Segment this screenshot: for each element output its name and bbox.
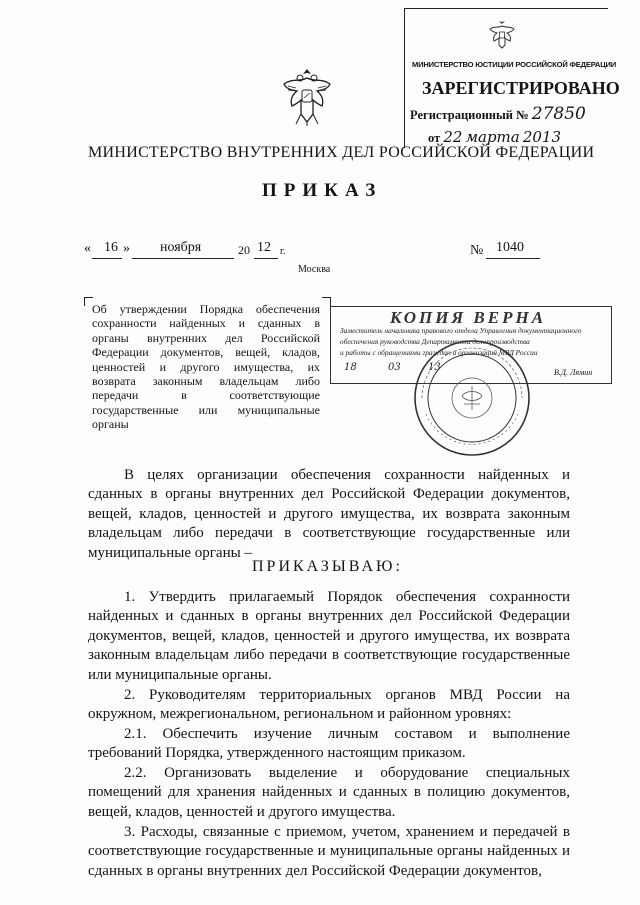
registration-number-line [410, 104, 586, 124]
title-corner-right [322, 297, 331, 306]
order-month: ноября [160, 240, 202, 255]
copy-stamp-heading: КОПИЯ ВЕРНА [390, 308, 547, 327]
copy-stamp-line-1: Заместитель начальника правового отдела Управления документационного [340, 326, 582, 335]
order-year-prefix: 20 [238, 243, 250, 257]
paragraph-2: 2. Руководителям территориальных органов МВД России на окружном, межрегиональном, региональном и районном уровнях: [88, 687, 570, 723]
order-number: 1040 [496, 240, 524, 255]
eagle-emblem-icon [488, 20, 516, 50]
round-seal-icon [412, 338, 532, 458]
order-title-text: Об утверждении Порядка обеспечения сохранности найденных и сданных в органы внутренних дел Российской Федерации документов, вещей, кладов, ценностей и другого имущества, их возврата законным владельцам либо передачи в соответствующие государственные или муниципальные органы [92, 302, 320, 432]
registration-date-year: 2013 [522, 128, 562, 146]
order-year-suffix: 12 [257, 240, 271, 255]
paragraph-2-2: 2.2. Организовать выделение и оборудование специальных помещений для хранения найденных и сданных в полицию документов, вещей, кладов, ценностей и другого имущества. [88, 765, 570, 820]
registration-number: 27850 [531, 104, 586, 124]
ministry-title: МИНИСТЕРСТВО ВНУТРЕННИХ ДЕЛ РОССИЙСКОЙ ФЕДЕРАЦИИ [88, 144, 595, 161]
copy-stamp-day: 18 [344, 362, 357, 373]
copy-stamp-month: 03 [388, 362, 401, 373]
order-day: 16 [104, 240, 118, 255]
registration-stamp [404, 8, 620, 148]
order-heading: ПРИКАЗ [262, 180, 383, 201]
registration-number-label: Регистрационный № [410, 108, 529, 122]
date-quote-open: « [84, 241, 91, 256]
number-sign: № [470, 243, 484, 258]
registration-date-day: 22 [443, 128, 463, 146]
registration-date-month: марта [465, 128, 520, 146]
date-quote-close: » [123, 241, 130, 256]
copy-stamp-signer: В.Д. Лямин [554, 368, 593, 377]
order-year-mark: г. [280, 246, 286, 257]
preamble-paragraph: В целях организации обеспечения сохранности найденных и сданных в органы внутренних дел Российской Федерации документов, вещей, кладов, ценностей и другого имущества, их возврата законным владельцам либо передачи в соответствующие государственные или муниципальные органы – [88, 467, 570, 561]
stamp-status: ЗАРЕГИСТРИРОВАНО [422, 78, 620, 98]
copy-stamp-line-2: обеспечения руководства Департамента делопроизводства [340, 337, 530, 346]
paragraph-1: 1. Утвердить прилагаемый Порядок обеспечения сохранности найденных и сданных в органы внутренних дел Российской Федерации документов, вещей, кладов, ценностей и другого имущества, их возврата законным владельцам либо передачи в соответствующие государственные или муниципальные органы. [88, 589, 570, 683]
copy-stamp-line-3: и работы с обращениями граждан и организаций МВД России [340, 348, 538, 357]
paragraph-2-1: 2.1. Обеспечить изучение личным составом и выполнение требований Порядка, утвержденного настоящим приказом. [88, 726, 570, 762]
place-of-issue: Москва [298, 264, 331, 275]
registration-date-prefix: от [428, 131, 441, 145]
coat-of-arms-icon [282, 66, 332, 128]
paragraph-3: 3. Расходы, связанные с приемом, учетом, хранением и передачей в соответствующие государственные и муниципальные органы найденных и сданных в органы внутренних дел Российской Федерации документов, [88, 824, 570, 879]
stamp-ministry: МИНИСТЕРСТВО ЮСТИЦИИ РОССИЙСКОЙ ФЕДЕРАЦИИ [412, 60, 617, 69]
command-word: ПРИКАЗЫВАЮ: [252, 558, 403, 575]
copy-stamp-year: 13 [428, 362, 441, 373]
